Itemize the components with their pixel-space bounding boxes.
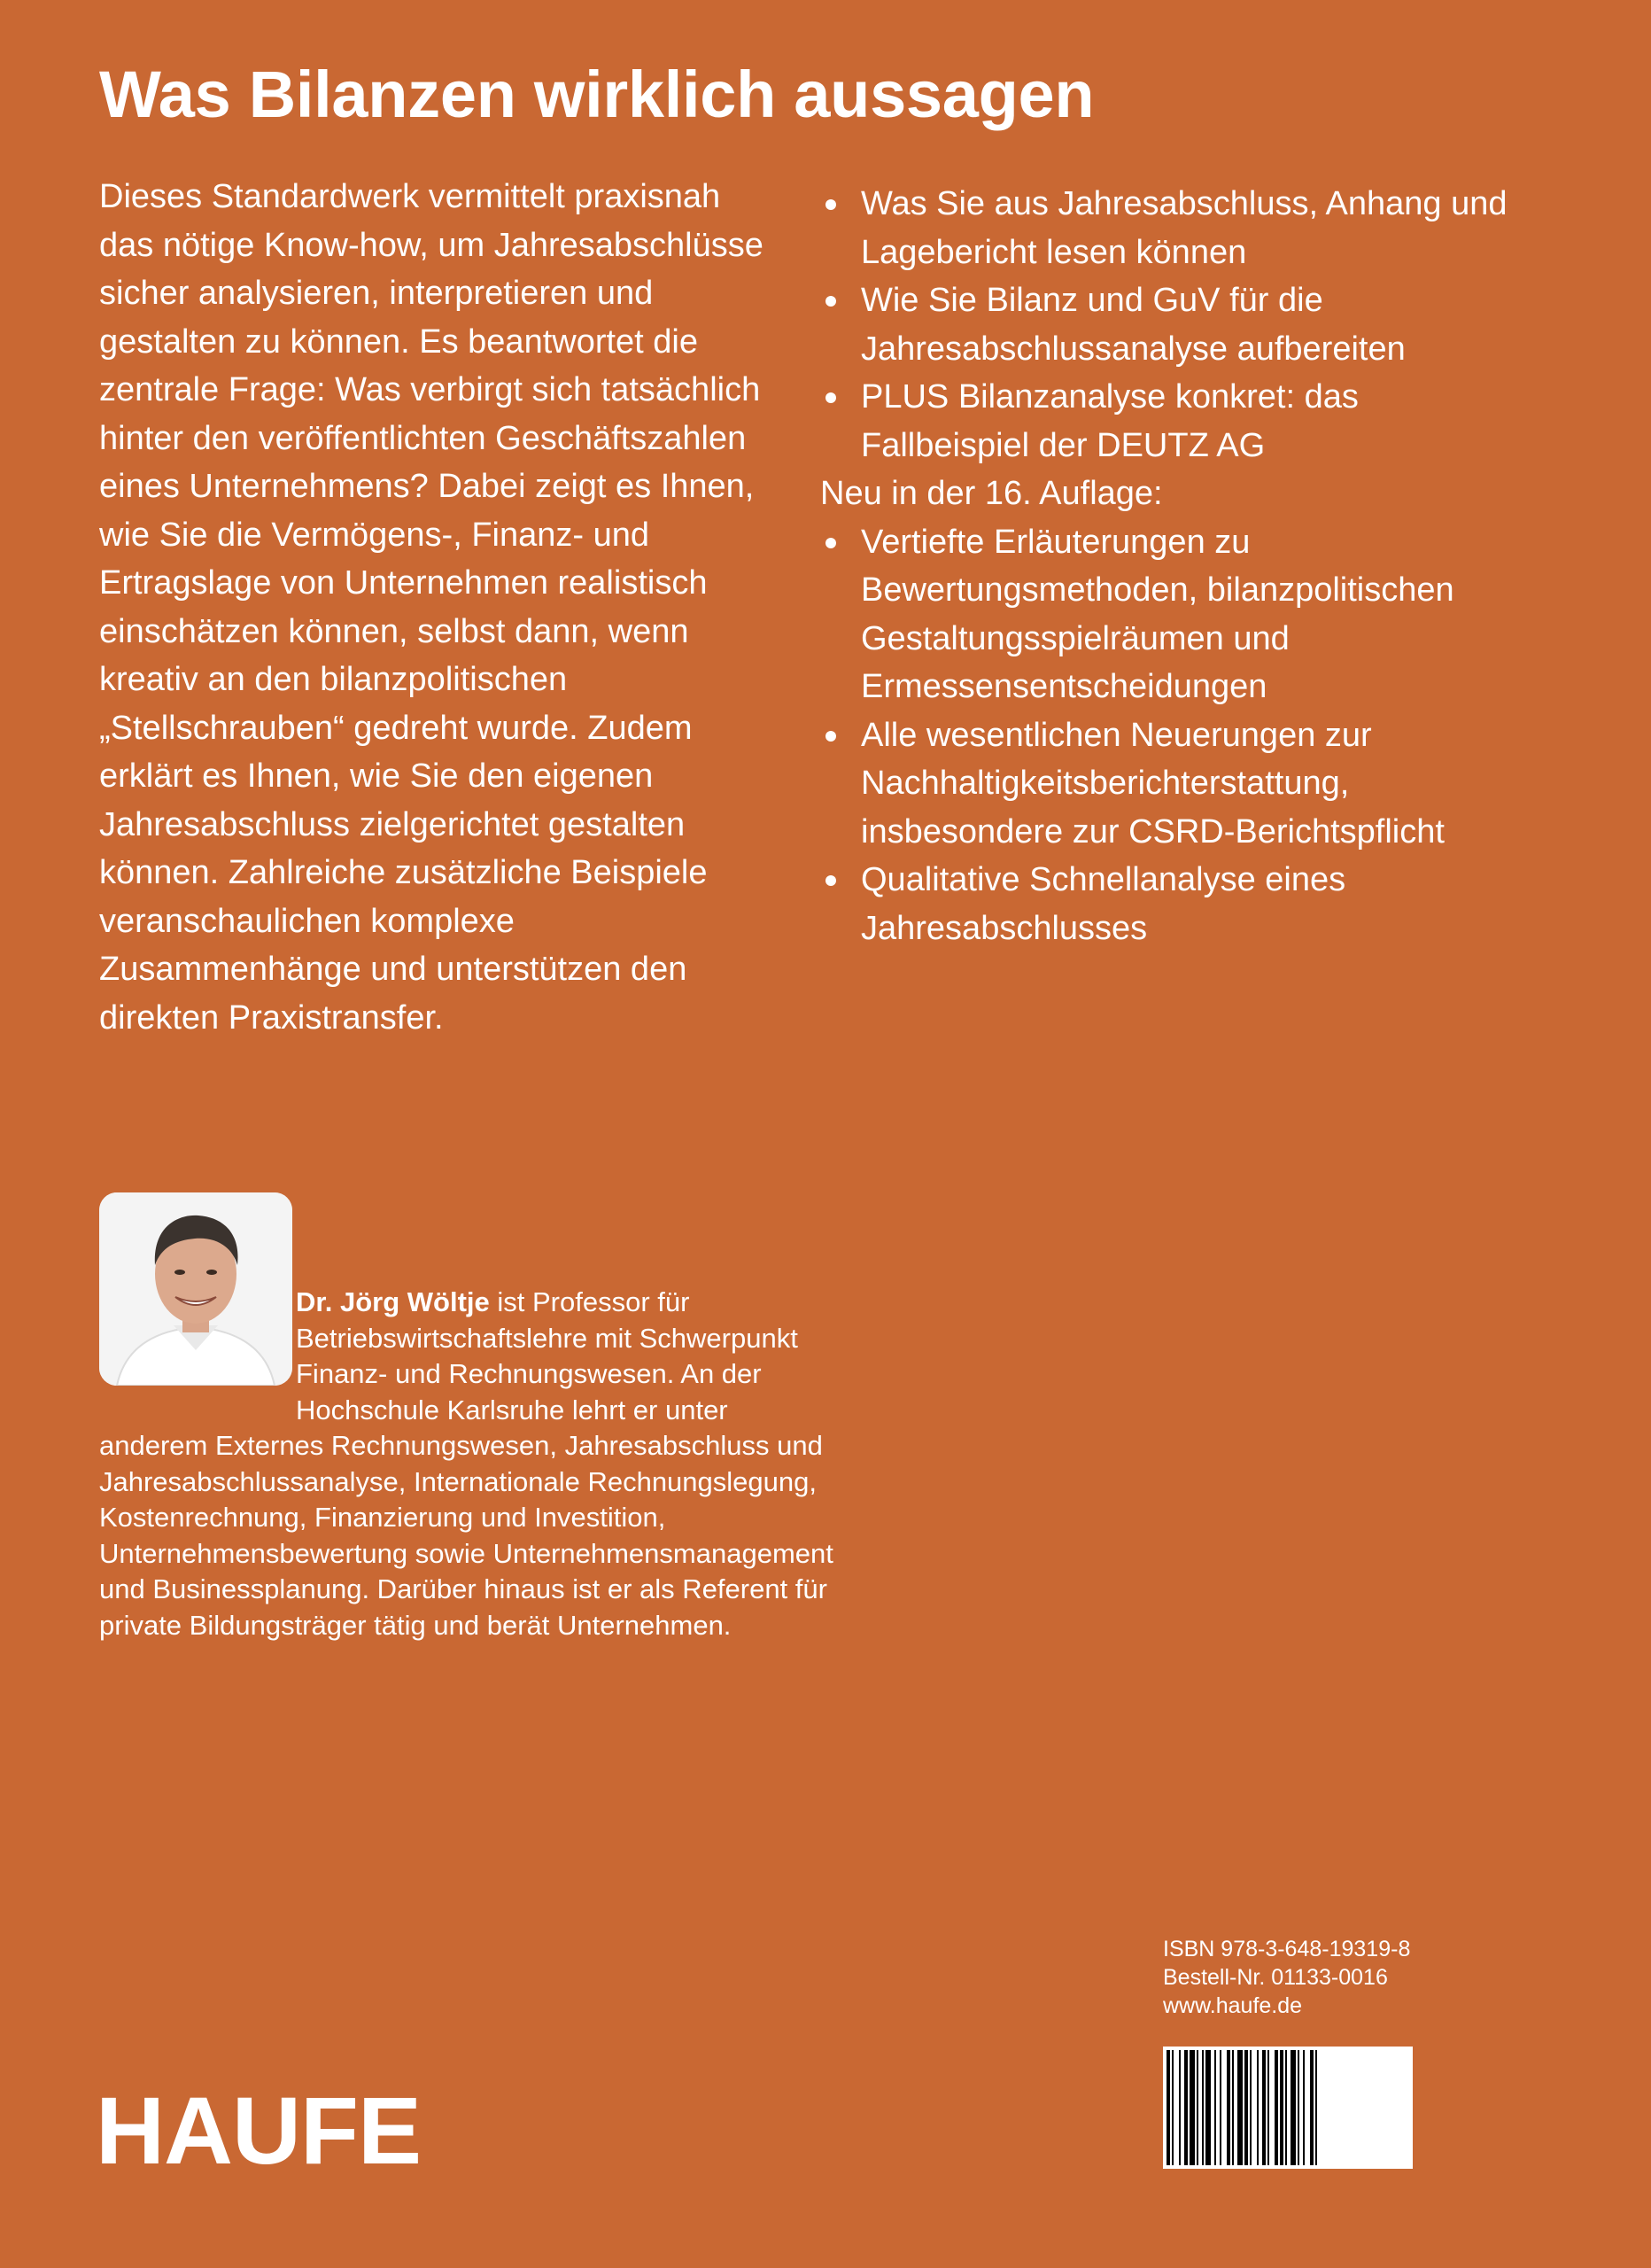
barcode-bar xyxy=(1184,2050,1188,2165)
highlight-item: Was Sie aus Jahresabschluss, Anhang und Lagebericht lesen können xyxy=(820,180,1529,276)
intro-text: Dieses Standardwerk vermittelt praxisnah das nötige Know-how, um Jahresabschlüsse sicher analysieren, interpretieren und gestalten zu können. Es beantwortet die zentrale Frage: Was verbirgt sich tatsächlich hinter den veröffentlichten Geschäftszahlen eines Unternehmens? Dabei zeigt es Ihnen, wie Sie die Vermögens-, Finanz- und Ertragslage von Unternehmen realistisch einschätzen können, selbst dann, wenn kreativ an den bilanzpolitischen „Stellschrauben“ gedreht wurde. Zudem erklärt es Ihnen, wie Sie den eigenen Jahresabschluss zielgerichtet gestalten können. Zahlreiche zusätzliche Beispiele veranschaulichen komplexe Zusammenhänge und unterstützen den direkten Praxistransfer. xyxy=(99,178,763,1037)
barcode-bar xyxy=(1244,2050,1248,2165)
barcode-bar xyxy=(1237,2050,1243,2165)
publisher-logo: HAUFE xyxy=(96,2077,421,2184)
barcode-bar xyxy=(1179,2050,1181,2165)
author-bio xyxy=(99,1285,834,1643)
book-title: Was Bilanzen wirklich aussagen xyxy=(99,58,1095,131)
barcode-bar xyxy=(1190,2050,1195,2165)
new-edition-item: Alle wesentlichen Neuerungen zur Nachhaltigkeitsberichterstattung, insbesondere zur CSRD-Berichtspflicht xyxy=(820,711,1529,857)
author-bio-text: ist Professor für Betriebswirtschaftslehre mit Schwerpunkt Finanz- und Rechnungswesen. An der Hochschule Karlsruhe lehrt er unter anderem Externes Rechnungswesen, Jahresabschluss und Jahresabschlussanalyse, Internationale Rechnungslegung, Kostenrechnung, Finanzierung und Investition, Unternehmensbewertung sowie Unternehmensmanagement und Businessplanung. Darüber hinaus ist er als Referent für private Bildungsträger tätig und berät Unternehmen. xyxy=(99,1286,833,1641)
isbn-block xyxy=(1163,1935,1410,2020)
author-name: Dr. Jörg Wöltje xyxy=(296,1286,490,1317)
barcode-bar xyxy=(1310,2050,1314,2165)
new-edition-list xyxy=(820,518,1529,953)
barcode-bar xyxy=(1267,2050,1269,2165)
barcode-bar xyxy=(1197,2050,1198,2165)
barcode-bar xyxy=(1315,2050,1317,2165)
barcode-bar xyxy=(1214,2050,1216,2165)
order-number: Bestell-Nr. 01133-0016 xyxy=(1163,1965,1388,1990)
website-link[interactable]: www.haufe.de xyxy=(1163,1993,1303,2018)
new-edition-heading: Neu in der 16. Auflage: xyxy=(820,475,1163,512)
barcode-bar xyxy=(1262,2050,1266,2165)
barcode-bar xyxy=(1205,2050,1211,2165)
barcode-bar xyxy=(1167,2050,1170,2165)
barcode-bar xyxy=(1298,2050,1299,2165)
barcode-bar xyxy=(1227,2050,1230,2165)
highlight-item: PLUS Bilanzanalyse konkret: das Fallbeispiel der DEUTZ AG xyxy=(820,373,1529,470)
barcode-bar xyxy=(1257,2050,1259,2165)
barcode-bar xyxy=(1303,2050,1305,2165)
barcode-bar xyxy=(1275,2050,1278,2165)
barcode-bar xyxy=(1250,2050,1252,2165)
barcode-bar xyxy=(1291,2050,1296,2165)
new-edition-item: Qualitative Schnellanalyse eines Jahresabschlusses xyxy=(820,856,1529,952)
barcode-bar xyxy=(1280,2050,1283,2165)
barcode-bar xyxy=(1232,2050,1234,2165)
new-edition-item: Vertiefte Erläuterungen zu Bewertungsmethoden, bilanzpolitischen Gestaltungsspielräumen und Ermessensentscheidungen xyxy=(820,518,1529,711)
highlights-column xyxy=(820,180,1529,952)
highlights-list xyxy=(820,180,1529,470)
barcode-bar xyxy=(1202,2050,1204,2165)
barcode xyxy=(1163,2047,1413,2169)
highlight-item: Wie Sie Bilanz und GuV für die Jahresabschlussanalyse aufbereiten xyxy=(820,276,1529,373)
isbn: ISBN 978-3-648-19319-8 xyxy=(1163,1937,1411,1961)
barcode-bar xyxy=(1172,2050,1174,2165)
barcode-bar xyxy=(1220,2050,1221,2165)
barcode-bar xyxy=(1285,2050,1287,2165)
